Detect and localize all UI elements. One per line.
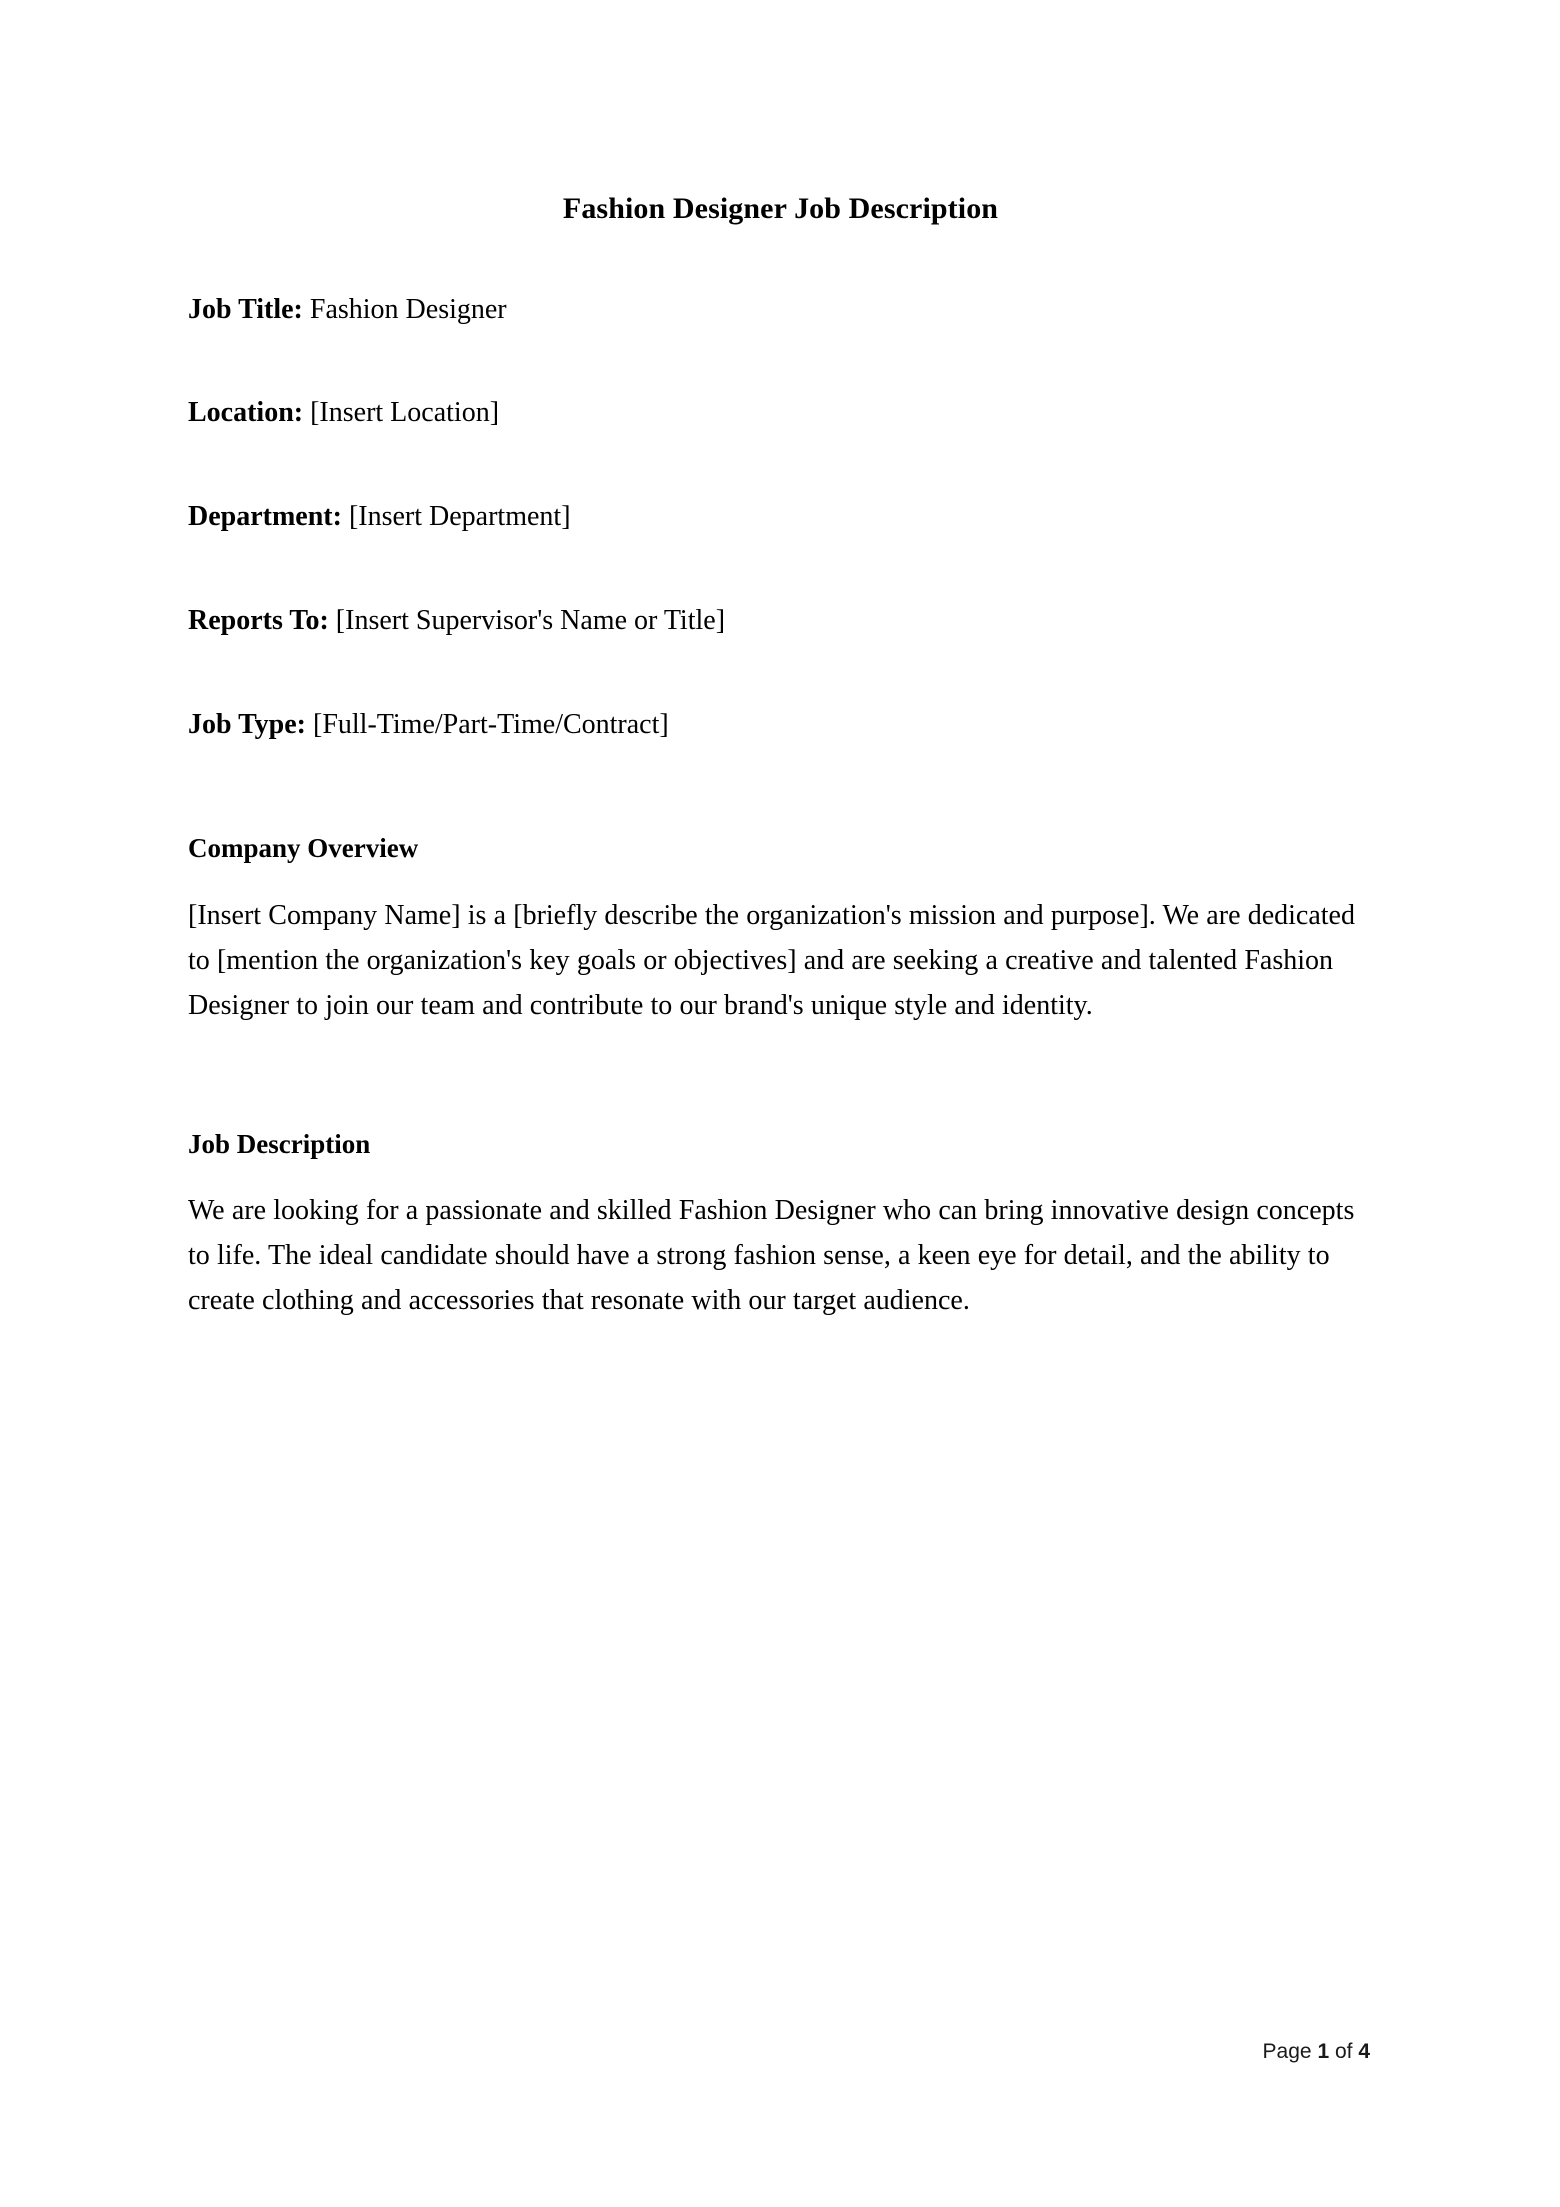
page-title: Fashion Designer Job Description bbox=[562, 192, 999, 225]
field-label-job-type: Job Type: bbox=[188, 708, 306, 740]
section-body-company-overview: [Insert Company Name] is a [briefly describe the organization's mission and purpose]. We are dedicated to [mention the organization's key goals or objectives] and are seeking a creative and talented Fashion Designer to join our team and contribute to our brand's unique style and identity. bbox=[188, 899, 1355, 1022]
field-value-job-type: [Full-Time/Part-Time/Contract] bbox=[313, 708, 669, 740]
field-label-location: Location: bbox=[188, 397, 304, 429]
field-row-reports-to bbox=[188, 602, 1373, 640]
field-row-department bbox=[188, 498, 1373, 536]
field-label-reports-to: Reports To: bbox=[188, 604, 329, 636]
field-value-department: [Insert Department] bbox=[348, 501, 571, 533]
footer-total-pages: 4 bbox=[1358, 2040, 1370, 2063]
field-row-job-type bbox=[188, 706, 1373, 744]
field-label-department: Department: bbox=[188, 501, 342, 533]
document-content bbox=[188, 0, 1373, 1324]
section-company-overview bbox=[188, 831, 1373, 1028]
footer-prefix-label: Page bbox=[1262, 2040, 1318, 2063]
field-label-job-title: Job Title: bbox=[188, 293, 303, 325]
field-value-job-title: Fashion Designer bbox=[309, 293, 507, 325]
field-row-job-title bbox=[188, 291, 1373, 329]
section-job-description bbox=[188, 1127, 1373, 1324]
job-meta-field-list bbox=[188, 291, 1373, 744]
footer-current-page: 1 bbox=[1317, 2040, 1330, 2063]
field-value-reports-to: [Insert Supervisor's Name or Title] bbox=[335, 604, 726, 636]
section-heading-job-description: Job Description bbox=[188, 1128, 371, 1159]
field-row-location bbox=[188, 394, 1373, 432]
page-footer bbox=[1263, 2040, 1370, 2064]
section-heading-company-overview: Company Overview bbox=[188, 833, 419, 864]
section-body-job-description: We are looking for a passionate and skilled Fashion Designer who can bring innovative design concepts to life. The ideal candidate should have a strong fashion sense, a keen eye for detail, and the ability to create clothing and accessories that resonate with our target audience. bbox=[188, 1194, 1355, 1317]
footer-separator-label: of bbox=[1329, 2040, 1359, 2063]
field-value-location: [Insert Location] bbox=[310, 397, 500, 429]
